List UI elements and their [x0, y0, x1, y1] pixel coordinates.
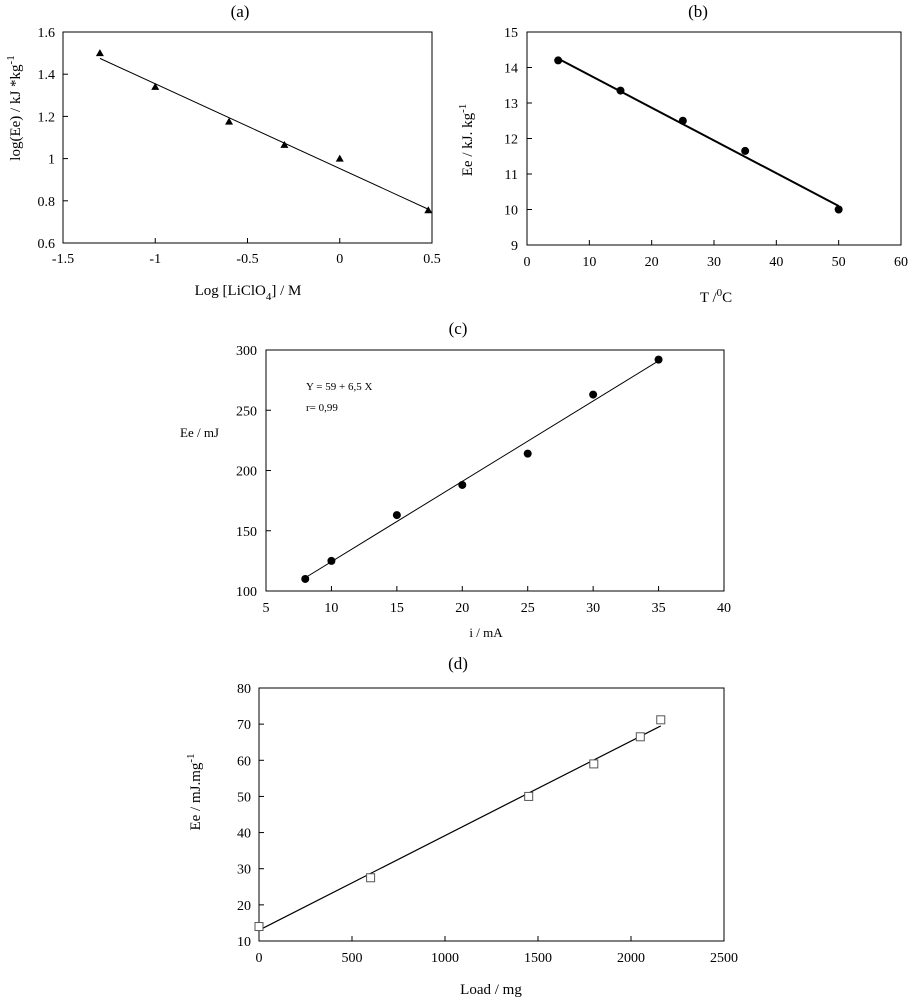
correlation-c: r= 0,99 — [306, 402, 338, 414]
x-tick-label-c: 10 — [324, 601, 339, 616]
fit-line-d — [259, 726, 661, 930]
x-tick-label-a: 0.5 — [423, 252, 441, 267]
y-axis-label-a: log(Ee) / kJ $*kg^{-1}$ — [5, 55, 24, 161]
data-point-a — [151, 83, 159, 90]
x-tick-label-c: 20 — [455, 601, 470, 616]
x-tick-label-a: -1.5 — [51, 252, 75, 267]
data-point-a — [336, 155, 344, 162]
x-tick-label-b: 10 — [582, 255, 597, 270]
panel-label-b: (b) — [688, 2, 708, 21]
data-point-c — [589, 391, 597, 399]
fit-equation-c: Y = 59 + 6,5 X — [306, 381, 373, 393]
y-tick-label-a: 0.8 — [37, 194, 55, 210]
y-tick-label-b: 9 — [511, 239, 518, 254]
y-axis-label-d: Ee / $mJ.mg^{-1}$ — [185, 753, 204, 831]
y-tick-label-b: 10 — [504, 203, 518, 219]
data-point-c — [301, 575, 309, 583]
marks-b — [554, 56, 843, 213]
y-tick-label-b: 13 — [504, 97, 518, 112]
plot-frame-b — [527, 32, 901, 245]
plot-frame-a — [63, 32, 432, 243]
y-tick-label-b: 14 — [504, 61, 518, 77]
fit-line-b — [558, 59, 839, 206]
data-point-a — [96, 49, 104, 56]
data-point-d — [590, 760, 598, 768]
data-point-b — [617, 87, 625, 95]
data-point-c — [458, 481, 466, 489]
data-point-b — [741, 147, 749, 155]
x-tick-label-c: 40 — [717, 601, 731, 616]
y-tick-label-a: 1.6 — [37, 26, 55, 41]
x-tick-label-b: 20 — [644, 255, 659, 270]
x-tick-label-c: 30 — [586, 601, 601, 616]
data-point-b — [554, 56, 562, 64]
y-tick-label-a: 1.4 — [37, 68, 55, 84]
data-point-c — [327, 557, 335, 565]
x-tick-label-d: 2500 — [710, 951, 738, 966]
y-tick-label-b: 12 — [504, 132, 518, 148]
x-tick-label-d: 1000 — [431, 951, 459, 966]
data-point-c — [393, 511, 401, 519]
data-point-d — [255, 923, 263, 931]
x-tick-label-a: 0 — [336, 252, 344, 267]
y-tick-label-c: 300 — [236, 344, 257, 359]
y-tick-label-d: 70 — [237, 718, 251, 734]
y-tick-label-d: 50 — [237, 790, 251, 806]
x-tick-label-b: 60 — [894, 255, 908, 270]
marks-d — [255, 716, 665, 931]
data-point-c — [655, 356, 663, 364]
x-tick-label-d: 0 — [255, 951, 263, 966]
chart-c — [180, 319, 731, 640]
x-tick-label-a: -1 — [149, 252, 162, 267]
x-tick-label-c: 35 — [651, 601, 666, 616]
y-tick-label-a: 1.2 — [37, 110, 55, 126]
y-tick-label-c: 150 — [236, 524, 257, 540]
y-tick-label-b: 11 — [504, 168, 518, 183]
y-tick-label-a: 0.6 — [37, 237, 55, 252]
x-tick-label-a: -0.5 — [236, 252, 259, 267]
x-tick-label-b: 40 — [769, 255, 784, 270]
y-tick-label-d: 30 — [237, 862, 251, 878]
y-tick-label-a: 1 — [48, 152, 55, 168]
x-tick-label-b: 30 — [707, 255, 721, 270]
fit-line-a — [100, 58, 428, 209]
x-tick-label-b: 0 — [523, 255, 531, 270]
data-point-d — [525, 792, 533, 800]
chart-b — [457, 2, 908, 306]
chart-a — [5, 2, 441, 303]
y-tick-label-c: 100 — [236, 585, 257, 600]
y-tick-label-b: 15 — [504, 26, 518, 41]
x-tick-label-d: 2000 — [617, 951, 645, 966]
x-axis-label-d: Load / mg — [460, 982, 522, 998]
panel-label-c: (c) — [448, 319, 468, 338]
data-point-b — [835, 206, 843, 214]
y-tick-label-c: 200 — [236, 464, 257, 480]
chart-d — [185, 654, 738, 998]
fit-line-c — [305, 361, 658, 578]
x-axis-label-b: T /$^0$C — [699, 287, 733, 306]
panel-label-d: (d) — [448, 654, 468, 673]
y-axis-label-c: Ee / mJ — [180, 425, 219, 440]
y-tick-label-d: 60 — [237, 754, 251, 770]
ticks-a — [38, 26, 441, 267]
x-tick-label-d: 1500 — [524, 951, 552, 966]
y-tick-label-d: 80 — [237, 682, 251, 697]
data-point-a — [424, 206, 432, 213]
plot-frame-d — [259, 688, 724, 941]
y-tick-label-d: 40 — [237, 826, 251, 842]
x-tick-label-c: 15 — [389, 601, 404, 616]
ticks-d — [237, 682, 738, 966]
x-axis-label-c: i / mA — [469, 625, 503, 640]
x-axis-label-a: Log [LiClO$_4$] / M — [194, 283, 302, 303]
panel-label-a: (a) — [230, 2, 250, 21]
y-axis-label-b: Ee / kJ. $kg^{-1}$ — [457, 103, 476, 177]
y-tick-label-d: 20 — [237, 898, 251, 914]
x-tick-label-b: 50 — [831, 255, 846, 270]
data-point-d — [657, 716, 665, 724]
x-tick-label-c: 5 — [262, 601, 270, 616]
data-point-d — [367, 874, 375, 882]
data-point-b — [679, 117, 687, 125]
y-tick-label-c: 250 — [236, 404, 257, 420]
x-tick-label-c: 25 — [520, 601, 535, 616]
marks-a — [96, 49, 432, 213]
x-tick-label-d: 500 — [341, 951, 363, 966]
data-point-d — [636, 733, 644, 741]
y-tick-label-d: 10 — [237, 935, 251, 950]
data-point-c — [524, 450, 532, 458]
